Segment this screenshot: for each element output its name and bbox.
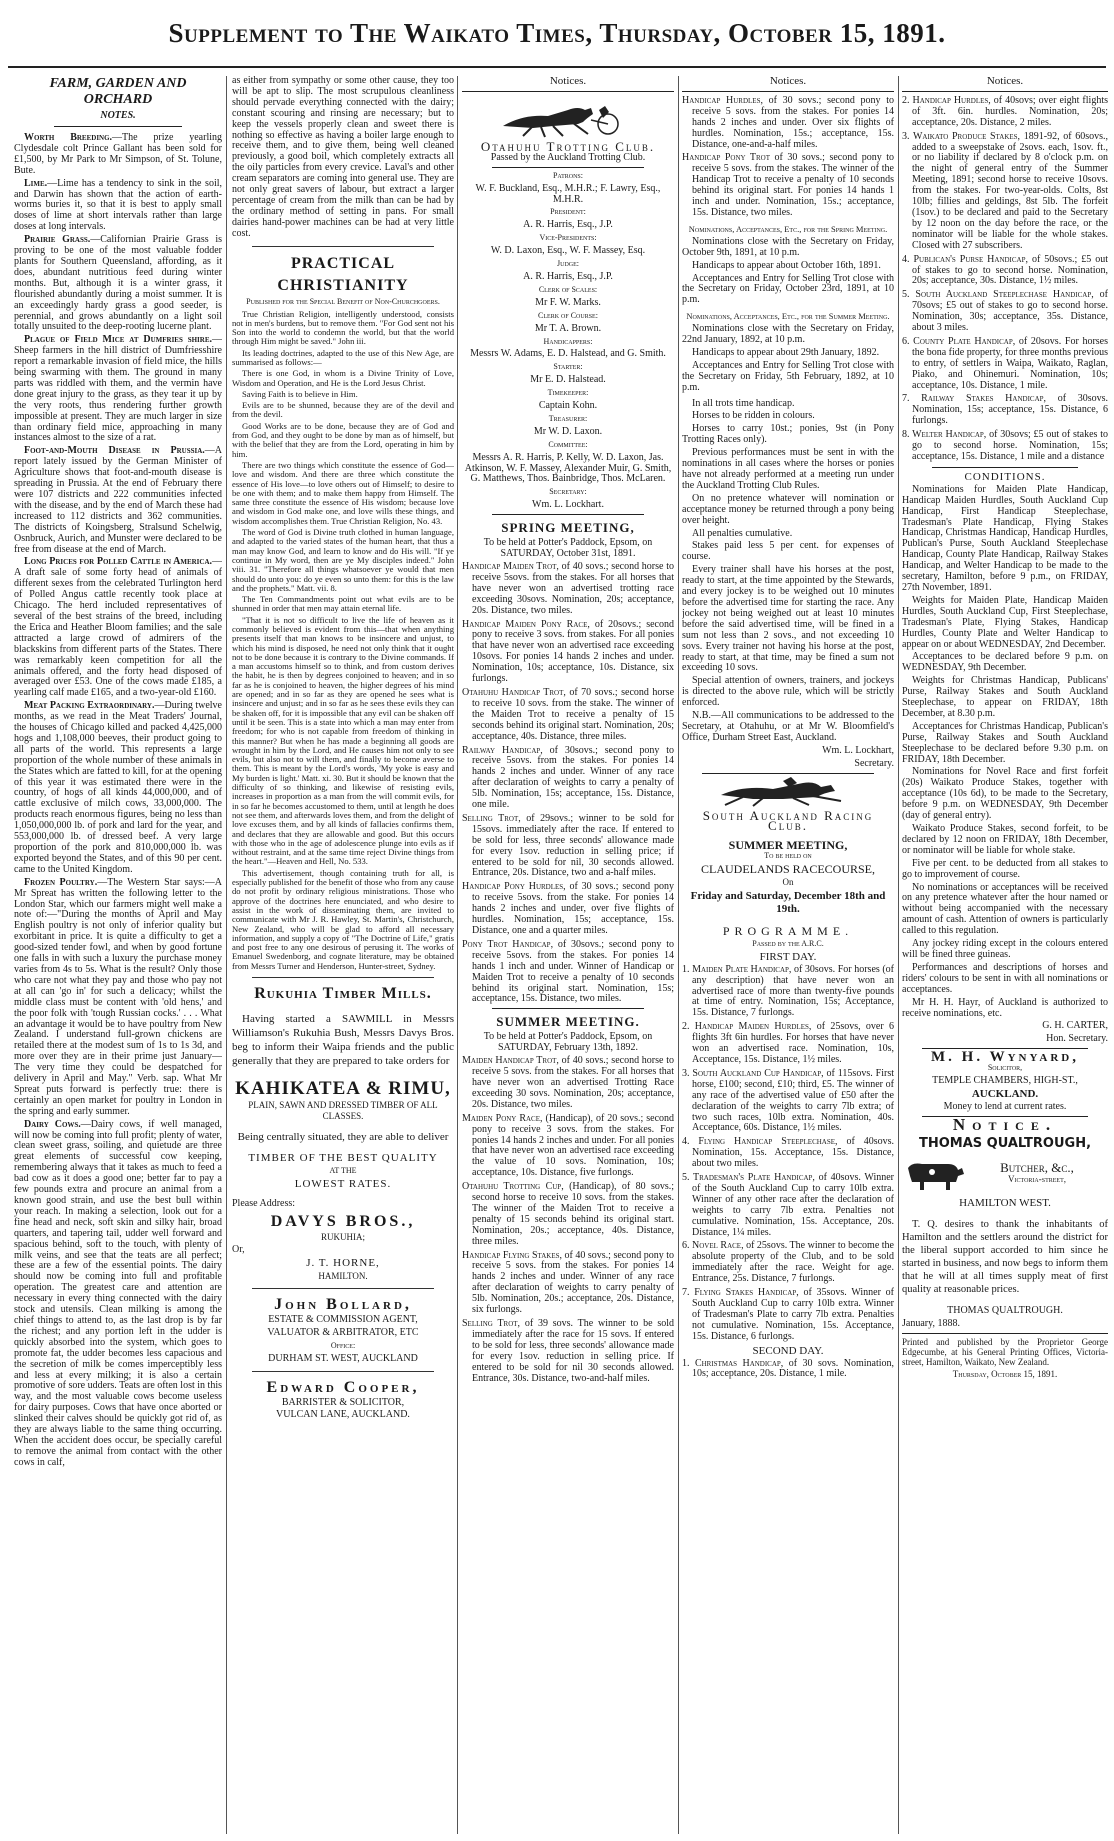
bollard-line-2: VALUATOR & ARBITRATOR, ETC: [267, 1326, 419, 1338]
race-details: of 30sovs; £5 out of stakes to go to second horse. Nomination, 15s; acceptance, 15s. Distance, 1 mile and a distance: [912, 429, 1108, 462]
official-names: Mr T. A. Brown.: [534, 322, 602, 334]
nomination-line: Nominations close with the Secretary on Friday, 22nd January, 1892, at 10 p.m.: [682, 323, 894, 346]
wynyard-role: Solicitor,: [987, 1063, 1023, 1073]
nomination-blocks: [682, 224, 894, 394]
farm-note-text: —Californian Prairie Grass is proving to be one of the most valuable fodder plants for Southern Queensland, affording, as it does, abundant nutritious feed during winter months. But, although it is a winter grass, it flourished abundantly during a moist summer. It is an exceedingly hardy grass a good seeder, is perennial, and grows abundantly on a light soil totally unsuited to the deep-rooting lucerne plant.: [14, 234, 222, 333]
farm-note-text: —A draft sale of some forty head of animals of different sexes from the celebrated Turlington herd of Polled Angus cattle recently took place at Chicago. The herd included representatives of several of the best strains of the breed, including the Erica and Heather Bloom families; and the sale attracted a large crowd of admirers of the blackskins from different parts of the States. There was remarkably keen competition for all the animals offered, and the forty head disposed of averaged over £53. One of the cows made £185, a yearling calf made £165, and a two-year-old £160.: [14, 556, 222, 699]
race-details: of 20sovs. For horses the bona fide property, for three months previous to entry, of settlers in Waipa, Waikato, Raglan, Piako, and Ohinemuri. Nomination, 10s; acceptance, 10s. Distance, 1 mile.: [912, 335, 1108, 391]
pc-paragraph: Evils are to be shunned, because they are of the devil and from the devil.: [232, 400, 454, 420]
qualtrough-city: HAMILTON WEST.: [959, 1196, 1051, 1209]
timber-classes: PLAIN, SAWN AND DRESSED TIMBER OF ALL CLASSES.: [248, 1099, 438, 1121]
butcher-block: [902, 1154, 1108, 1194]
race-details: (Handicap), of 20 sovs.; second pony to receive 3 sovs. from the stakes. For ponies 14 hands 2 inches and under. For all ponies that have never won an advertised race exceeding the value of 10 sovs. Nomination, 10s; acceptance, 10s. Distance, five furlongs.: [472, 1112, 674, 1179]
please-address: Please Address:: [232, 1198, 296, 1210]
pc-paragraph: Its leading doctrines, adapted to the use of this New Age, are summarised as follows:—: [232, 347, 454, 367]
sa-programme: PROGRAMME.: [722, 924, 854, 938]
pc-paragraph: There is one God, in whom is a Divine Trinity of Love, Wisdom and Operation, and He is the Lord Jesus Christ.: [232, 368, 454, 388]
divider: [252, 1371, 434, 1372]
race-details: of 40 sovs.; second horse to receive 5sovs. from the stakes. For all horses that have never won an advertised trotting race exceeding 30sovs. Nomination, 20s; acceptance, 20s. Distance, two miles.: [472, 561, 674, 616]
race-details: of 40sovs; over eight flights of 3ft. 6in. hurdles. Nomination, 20s; acceptance, 20s. Distance, 2 miles.: [912, 94, 1108, 128]
race-title: 1. Christmas Handicap,: [682, 1357, 784, 1369]
farm-note-lead: Long Prices for Polled Cattle in America.: [24, 556, 212, 568]
or-label: Or,: [232, 1244, 245, 1256]
farm-note-paragraph: [14, 235, 222, 333]
farm-note-paragraph: [14, 1120, 222, 1469]
nomination-line: Nominations close with the Secretary on Friday, October 9th, 1891, at 10 p.m.: [682, 235, 894, 258]
nomination-heading: Nominations, Acceptances, Etc., for the Summer Meeting.: [686, 311, 890, 322]
race-item: [902, 394, 1108, 427]
official-names: A. R. Harris, Esq., J.P.: [523, 270, 613, 282]
qualtrough-date: January, 1888.: [902, 1318, 960, 1330]
race-details: 1891-92, of 60sovs., added to a sweepstake of 2sovs. each, 1sov. ft., or no liability if declared by 8 o'clock p.m. on the night of general entry of the Summer Meeting, 1891; second horse to receive 10sovs. from the stakes. For two-year-olds. Colts, 8st 10lb; fillies and geldings, 8st 5lb. The forfeit (1sov.) to be declared and paid to the Secretary by 12 noon on the day before the race, or the nominator will be liable for the whole stakes. Closed with 27 subscribers.: [912, 130, 1108, 251]
otahuhu-continued: [682, 96, 894, 219]
race-item: [462, 940, 674, 1005]
race-item: [462, 746, 674, 811]
centrally-situated: Being centrally situated, they are able to deliver: [237, 1130, 449, 1143]
race-item: [462, 1319, 674, 1384]
farm-notes-body: [14, 133, 222, 1469]
sa-passed: Passed by the A.R.C.: [752, 938, 824, 948]
farm-note-lead: Prairie Grass.: [24, 234, 91, 246]
sa-dates: Friday and Saturday, December 18th and 19th.: [690, 890, 886, 915]
farm-note-lead: Foot-and-Mouth Disease in Prussia.: [24, 445, 205, 457]
column-divider: [226, 76, 227, 1834]
race-item: [902, 96, 1108, 129]
race-item: [462, 688, 674, 743]
nomination-line: Acceptances and Entry for Selling Trot close with the Secretary on Friday, 5th February, 1892, at 10 p.m.: [682, 359, 894, 393]
race-item: [682, 1173, 894, 1238]
bollard-line-1: ESTATE & COMMISSION AGENT,: [268, 1313, 418, 1325]
pc-paragraph: The Ten Commandments point out what evils are to be shunned in order that men may attain eternal life.: [232, 594, 454, 614]
farm-note-lead: Plague of Field Mice at Dumfries shire.: [24, 334, 212, 346]
condition-paragraph: Performances and descriptions of horses and riders' colours to be sent in with all nominations or acceptances.: [902, 961, 1108, 995]
rule-line: Special attention of owners, trainers, and jockeys is directed to the above rule, which will be strictly enforced.: [682, 675, 894, 709]
race-details: of 70 sovs.; second horse to receive 10 sovs. from the stake. The winner of the Maiden Trot to receive a penalty of 15 seconds behind its original start. Nomination, 20s; acceptance, 40s. Distance, three miles.: [472, 686, 674, 742]
race-details: of 50sovs.; £5 out of stakes to go to second horse. Nomination, 20s; acceptance, 30s. Distance, 1½ miles.: [912, 253, 1108, 287]
race-title: Otahuhu Handicap Trot,: [462, 686, 566, 698]
condition-paragraph: Five per cent. to be deducted from all stakes to go to improvement of course.: [902, 857, 1108, 880]
notice-heading: Notice.: [952, 1114, 1058, 1134]
official-role: Patrons:: [552, 170, 583, 180]
race-details: of 29sovs.; winner to be sold for 15sovs. immediately after the race. If entered to be sold for less, three seconds' allowance made for every 1sov. reduction in selling price; if entered to be sold for nil, 30 seconds allowed. Entrance, 20s. Distance, two and a-half miles.: [472, 812, 674, 879]
wynyard-address: TEMPLE CHAMBERS, HIGH-ST.,: [932, 1075, 1078, 1087]
race-details: of 30sovs. For horses (of any description) that have never won an advertised race of more than twenty-five pounds at time of entry. Nomination, 15s; Acceptance, 15s. Distance, 7 furlongs.: [692, 963, 894, 1019]
race-item: [682, 965, 894, 1020]
official-names: Mr F. W. Marks.: [535, 296, 601, 308]
race-title: 7. Railway Stakes Handicap,: [902, 393, 1047, 405]
rule-line: All penalties cumulative.: [692, 527, 793, 539]
official-role: Clerk of Course:: [538, 310, 598, 320]
racehorse-icon: [713, 777, 863, 807]
condition-paragraph: No nominations or acceptances will be received on any pretence whatever after the hour named or without being accompanied with the necessary amount of cash. Attention of owners is particularly called to this regulation.: [902, 881, 1108, 937]
sa-on: On: [782, 877, 794, 888]
spring-programme: [462, 562, 674, 1005]
rule-line: Stakes paid less 5 per cent. for expenses of course.: [682, 540, 894, 563]
condition-paragraph: Any jockey riding except in the colours entered will be fined three guineas.: [902, 938, 1108, 960]
conditions-title: CONDITIONS.: [964, 470, 1046, 483]
race-item: [902, 255, 1108, 288]
condition-paragraph: Weights for Maiden Plate, Handicap Maiden Hurdles, South Auckland Cup, First Steeplechase, Tradesman's Plate, Flying Stakes, Handicap Hurdles, County Plate and Welter Handicap to appear on or about WEDNESDAY, 2nd December.: [902, 594, 1108, 650]
lowest-rates: LOWEST RATES.: [294, 1177, 392, 1190]
condition-paragraph: Acceptances to be declared before 9 p.m. on WEDNESDAY, 9th December.: [902, 651, 1108, 674]
pc-paragraph: True Christian Religion, intelligently understood, consists not in men's burdens, but to remove them. "For God sent not his Son into the world to condemn the world, but that the world through Him might be saved." John iii.: [232, 308, 454, 347]
race-item: [682, 1359, 894, 1381]
race-details: of 40sovs. Winner of the South Auckland Cup to carry 10lb extra. Winner of any other race after the declaration of weights to carry 7lb extra. Penalties not cumulative. Nomination, 15s. Acceptance, 20s. Distance, 1¼ miles.: [692, 1172, 894, 1238]
race-item: [462, 620, 674, 685]
column-four: [682, 76, 894, 1836]
nomination-heading: Nominations, Acceptances, Etc., for the Spring Meeting.: [688, 223, 888, 234]
race-details: of 25sovs. The winner to become the absolute property of the Club, and to be sold immediately after the race. Weight for age. Entrance, 25s. Distance, 7 furlongs.: [692, 1240, 894, 1285]
qualtrough-text: T. Q. desires to thank the inhabitants of Hamilton and the settlers around the district for the liberal support accorded to him since he started in business, and now begs to inform them that he will at all times supply meat of first quality at reasonable prices.: [902, 1219, 1108, 1296]
official-role: Secretary:: [549, 487, 587, 497]
race-title: Maiden Pony Race,: [462, 1112, 543, 1124]
race-title: Pony Trot Handicap,: [462, 938, 554, 950]
nomination-line: Handicaps to appear about 29th January, 1892.: [692, 346, 880, 358]
rule-line: N.B.—All communications to be addressed to the Secretary, at Otahuhu, or at Mr W. Bloomfield's Office, Durham Street East, Auckland.: [682, 710, 894, 743]
rukuhia-intro: Having started a SAWMILL in Messrs Williamson's Rukuhia Bush, Messrs Davys Bros. beg to inform their Waipa friends and the public generally that they are prepared to take orders for: [232, 1012, 454, 1067]
column-two: [232, 76, 454, 1836]
race-title: 6. Novel Race,: [682, 1240, 744, 1252]
race-details: of 70sovs; £5 out of stakes to go to second horse. Nomination, 30s; acceptance, 35s. Distance, about 3 miles.: [912, 289, 1108, 334]
race-item: [902, 290, 1108, 334]
qualtrough-street: Victoria-street,: [1008, 1173, 1066, 1184]
official-names: Wm. L. Lockhart.: [532, 499, 604, 511]
cooper-address: VULCAN LANE, AUCKLAND.: [276, 1409, 410, 1421]
dairy-continuation: as either from sympathy or some other cause, they too will be apt to slip. The most scrupulous cleanliness should pervade everything connected with the dairy; constant scouring and rinsing are necessary; but to keep the vessels properly clean and sweet there is nothing so effective as having a boiler large enough to receive them, and to give them, being well cleaned previously, a good boil, which completely extracts all the oily particles from every crevice. Laval's and other cream separators are coming into general use. They are not only great savers of labour, but extract a larger percentage of cream from the milk than can be had by the ordinary method of setting in pans. For small dairies hand-power machines can be had at very little cost.: [232, 76, 454, 239]
condition-paragraph: Weights for Christmas Handicap, Publicans' Purse, Railway Stakes and South Auckland Steeplechase, to appear on FRIDAY, 18th December, at 8.30 p.m.: [902, 675, 1108, 719]
nomination-line: Acceptances and Entry for Selling Trot close with the Secretary on Friday, October 23rd, 1891, at 10 p.m.: [682, 272, 894, 306]
pc-paragraph: Saving Faith is to believe in Him.: [242, 388, 358, 399]
condition-paragraph: Nominations for Maiden Plate Handicap, Handicap Maiden Hurdles, South Auckland Cup Handicap, First Handicap Steeplechase, Tradesman's Plate Handicap, Flying Stakes Handicap, Christmas Handicap, Handicap Hurdles, Publican's Purse, South Auckland Steeplechase Handicap, County Plate Handicap, Railway Stakes Handicap, and Welter Handicap to be made to the secretary, Hamilton, before 9 p.m., on FRIDAY, 27th November, 1891.: [902, 483, 1108, 593]
race-title: 8. Welter Handicap,: [902, 429, 987, 441]
race-details: of 40 sovs.; second horse to receive 5 sovs. from the stakes. For all horses that have never won an advertised Trotting Race exceeding 30 sovs. Nomination, 20s; acceptance, 20s. Distance, two miles.: [472, 1055, 674, 1110]
race-item: [462, 882, 674, 937]
official-role: Starter:: [553, 362, 583, 372]
race-details: of 20sovs.; second pony to receive 3 sovs. from stakes. For all ponies that have never won an advertised race exceeding 10sovs. For ponies 14 hands 2 inches and under. Nomination, 10s; acceptance, 10s. Distance, six furlongs.: [472, 618, 674, 685]
race-item: [682, 153, 894, 218]
farm-note-text: —The prize yearling Clydesdale colt Prince Gallant has been sold for £1,500, by Mr Park to Mr Simpson, of St. Tolune, Bute.: [14, 132, 222, 176]
race-title: Handicap Pony Hurdles,: [462, 881, 566, 893]
race-details: of 30 sovs.; second pony to receive 5 sovs. from the stakes. The winner of the Handicap Trot to receive a penalty of 10 seconds behind its original start. For ponies 14 hands 1 inch and under. Nomination, 15s.; acceptance, 15s. Distance, two miles.: [692, 152, 894, 218]
race-item: [682, 96, 894, 151]
race-item: [462, 1114, 674, 1179]
race-title: Handicap Pony Trot: [682, 152, 771, 164]
race-details: of 30sovs. Nomination, 15s; acceptance, 15s. Distance, 6 furlongs.: [912, 393, 1108, 427]
farm-note-lead: Worth Breeding.: [24, 132, 113, 143]
imprint-date: Thursday, October 15, 1891.: [952, 1369, 1058, 1380]
farm-note-text: —During twelve months, as we read in the Meat Traders' Journal, the houses of Chicago killed and packed 4,425,000 hogs and 1,108,000 beeves, their product going to all parts of the world. This represents a large proportion of the whole number of these animals in the States which are fatted to kill, for at the opening of this year it was estimated there were in the country, of hogs of all kinds 44,000,000, and of cattle exclusive of milch cows, 33,000,000. The products reach enormous figures, being no less than 1,050,000,000 lb. of pork and lard for the year, and 553,000,000 lb. of dressed beef. A very large proportion of the pork and 810,000,000 lb. was exported beyond the States, and of this 90 per cent. came to the United Kingdom.: [14, 700, 222, 875]
farm-note-paragraph: [14, 446, 222, 555]
race-item: [682, 1137, 894, 1170]
race-title: 3. South Auckland Cup Handicap,: [682, 1067, 824, 1079]
race-title: Maiden Handicap Trot,: [462, 1055, 559, 1067]
sa-summer-meeting: SUMMER MEETING,: [728, 838, 848, 853]
notices-header: Notices.: [549, 76, 587, 87]
official-names: Mr W. D. Laxon.: [533, 425, 603, 437]
sa-venue: CLAUDELANDS RACECOURSE,: [700, 862, 875, 877]
condition-paragraph: Waikato Produce Stakes, second forfeit, to be declared by 12 noon on FRIDAY, 18th December, or nominator will be liable for whole stake.: [902, 823, 1108, 856]
column-three: [462, 76, 674, 1836]
column-divider: [457, 76, 458, 1834]
race-item: [462, 814, 674, 879]
race-details: of 115sovs. First horse, £100; second, £10; third, £5. The winner of any race of the advertised value of £50 after the declaration of the weights to carry 7lb extra; of two such races, 10lb extra. Nomination, 40s. Acceptance, 60s. Distance, 1½ miles.: [692, 1067, 894, 1134]
race-title: 3. Waikato Produce Stakes,: [902, 130, 1021, 142]
meeting-rules: [682, 399, 894, 744]
race-item: [682, 1241, 894, 1285]
farm-note-paragraph: [14, 557, 222, 699]
race-title: 6. County Plate Handicap,: [902, 335, 1016, 347]
pc-paragraph: The word of God is Divine truth clothed in human language, and adapted to the varied states of the human heart, that thus a man may know God, and learn to know and do His will. "If ye continue in My word, then are ye My disciples indeed." John viii. 31. "Therefore all things whatsoever ye would that men should do unto you: do ye even so unto them: for this is the law and the prophets." Matt. vii. 8.: [232, 527, 454, 593]
official-role: Committee:: [548, 439, 588, 449]
official-role: Judge:: [557, 259, 579, 269]
bollard-name: John Bollard,: [274, 1295, 412, 1313]
pc-paragraph: This advertisement, though containing truth for all, is especially published for the benefit of those who from any cause do not profit by ordinary religious ministrations. Those who approve of the doctrines here enunciated, and who desire to assist in the work of disseminating them, are invited to communicate with Mr J. R. Hawley, St. Martin's, Christchurch, New Zealand, who will be glad to afford all necessary information, and supply a copy of "The Doctrine of Life," gratis and post free to any one desirous of perusing it. The works of Emanuel Swedenborg, and cognate literature, may be obtained from Messrs Turner and Henderson, Hunter-street, Sydney.: [232, 867, 454, 971]
race-item: [462, 1251, 674, 1316]
official-names: Mr E. D. Halstead.: [530, 374, 606, 386]
practical-christianity-body: [232, 310, 454, 971]
race-item: [682, 1022, 894, 1066]
qualtrough-signature: THOMAS QUALTROUGH.: [947, 1305, 1063, 1317]
farm-note-text: —The Western Star says:—A Mr Spreat has written the following letter to the London Star, which our farmers might well make a note of:—"During the months of April and May English poultry is not only of inferior quality but exorbitant in price. It is quite a difficulty to get a good-sized tender fowl, and when by good fortune one falls in with such a luxury the purchase money varies from 4s to 5s. What is the result? Only those who care not what they pay and those who pay not at all can 'go in' for such a delicacy; whilst the middle class must be content with 'old hens,' and the poor folk with 'tough Russian cocks.' . . . What an advantage it would be to have poultry from New Zealand. I understand full-grown chickens are retailed there at the modest sum of 1s to 1s 3d, and more over they are in their prime just January—The very time they could be despatched for delivery in April and May." Verb. sap. What Mr Spreat puts forward is perfectly true: there is certainly an open market for poultry in London in the spring and early summer.: [14, 876, 222, 1117]
race-details: (Handicap), of 80 sovs.; second horse to receive 10 sovs. from the stakes. The winner of the Maiden Trot to receive a penalty of 15 seconds behind its original start. Nomination, 20s.; acceptance, 40s. Distance, three miles.: [472, 1181, 674, 1247]
race-title: Handicap Maiden Trot,: [462, 561, 559, 572]
rule-line: Previous performances must be sent in with the nominations in all cases where the horses or ponies have not already performed at a meeting run under the Auckland Trotting Club Rules.: [682, 447, 894, 491]
lockhart-role: Secretary.: [854, 757, 894, 769]
otahuhu-passed: Passed by the Auckland Trotting Club.: [490, 151, 646, 163]
rukuhia-timber-title: Rukuhia Timber Mills.: [254, 984, 432, 1002]
race-item: [682, 1069, 894, 1134]
farm-note-text: —Sheep farmers in the hill district of Dumfriesshire report a remarkable invasion of field mice, the hills being swarming with them. The ground in many parts was riddled with them, and the vermin have done great injury to the grass, as they tear it up by the very roots, thus rendering further growth impossible at present. They are much larger in size than ordinary field mice, approaching in many instances almost to the size of a rat.: [14, 334, 222, 444]
official-names: A. R. Harris, Esq., J.P.: [523, 219, 613, 231]
practical-christianity-title: PRACTICAL CHRISTIANITY: [277, 254, 409, 294]
sa-second-day-races: [682, 1359, 894, 1381]
rule-line: In all trots time handicap.: [692, 397, 795, 409]
race-details: of 25sovs, over 6 flights 3ft 6in hurdles. For horses that have never won an advertised race. Nomination, 10s, Acceptance, 15s. Distance, 1½ miles.: [692, 1021, 894, 1065]
pc-paragraph: There are two things which constitute the essence of God—love and wisdom. And there are three which constitute the essence of His love—to love others out of Himself; to desire to be one with them; and to make them happy from Himself. The same three constitute the essence of His wisdom; because love and wisdom in God make one, and love wills these things, and wisdom accomplishes them. True Christian Religion, No. 43.: [232, 459, 454, 526]
carter-role: Hon. Secretary.: [1046, 1033, 1108, 1045]
farm-note-paragraph: [14, 133, 222, 177]
bollard-address: DURHAM ST. WEST, AUCKLAND: [268, 1352, 418, 1364]
qualtrough-name: THOMAS QUALTROUGH,: [918, 1135, 1092, 1151]
official-role: President:: [550, 207, 586, 217]
farm-notes-heading: [14, 76, 222, 127]
practical-christianity-subtitle: Published for the Special Benefit of Non-Churchgoers.: [246, 296, 440, 306]
cooper-name: Edward Cooper,: [266, 1378, 420, 1396]
sa-to-be-held: To be held on: [764, 851, 812, 861]
race-item: [462, 1182, 674, 1247]
race-title: 4. Flying Handicap Steeplechase,: [682, 1136, 838, 1148]
pc-paragraph: "That it is not so difficult to live the life of heaven as it commonly believed is evident from this—that when anything presents itself that man knows to be insincere and unjust, to which his mind is disposed, he need not only think that it ought not to be done because it is contrary to the Divine commands. If a man accustoms himself so to think, and from custom derives the habit, he is then by degrees conjoined to heaven; and in so far as he is conjoined to heaven, the higher degrees of his mind are opened; and in so far as they are opened he sees what is insincere and unjust; and in so far as he sees these evils they can be shaken off, for it is impossible that any evil can be shaken off until it be seen. This is a state into which a man may enter from freedom; for who is not capable from freedom of thinking in this manner? But when he has made a beginning all goods are wrought in him by the Lord, and He causes him not only to see evils, but also not to will them, and finally to become averse to them. This is meant by the Lord's words, 'My yoke is easy and My burden is light.' Matt. xi. 30. But it should be known that the difficulty of so thinking, and likewise of resisting evils, increases in proportion as a man from the will commit evils, for in so far he becomes accustomed to them, until at length he does not see them, and afterwards loves them, and from the delight of love excuses them, and by all kinds of fallacies confirms them, and declares that they are allowable and good. But this occurs with those who in the age of adolescence plunge into evils as if without restraint, and at the same time reject Divine things from the heart."—Heaven and Hell, No. 533.: [232, 614, 454, 867]
race-item: [902, 337, 1108, 392]
condition-paragraph: Mr H. H. Hayr, of Auckland is authorized to receive nominations, etc.: [902, 996, 1108, 1019]
official-role: Treasurer:: [548, 413, 588, 423]
masthead-rule: [8, 66, 1106, 68]
race-details: of 40 sovs.; second pony to receive 5 sovs. from the stakes. For ponies 14 hands 2 inches and under. Winner of any race after declaration of weights to carry penalty of 5lb. Nomination, 20s.; acceptance, 20s. Distance, six furlongs.: [472, 1249, 674, 1316]
sa-first-day-races: [682, 965, 894, 1343]
summer-programme: [462, 1056, 674, 1384]
otahuhu-club-title: Otahuhu Trotting Club.: [480, 138, 656, 154]
race-title: Otahuhu Trotting Cup,: [462, 1181, 564, 1193]
hamilton-place: HAMILTON.: [318, 1271, 368, 1282]
conditions-body: [902, 485, 1108, 1020]
race-title: Selling Trot,: [462, 1318, 521, 1329]
race-details: of 30sovs.; second pony to receive 5sovs. from the stakes. For ponies 14 hands 2 inches and under. Winner of any race after declaration of weights to carry a penalty of 5lb. Nomination, 15s; acceptance, 15s. Distance, one mile.: [472, 744, 674, 811]
race-title: Handicap Flying Stakes,: [462, 1249, 563, 1261]
official-role: Vice-Presidents:: [539, 233, 597, 243]
rule-line: Horses to be ridden in colours.: [692, 410, 815, 422]
race-details: of 30 sovs.; second pony to receive 5 sovs. from the stakes. For ponies 14 hands 2 inches and under. Over six flights of hurdles. Nomination, 15s.; acceptance, 15s. Distance, one-and-a-half miles.: [692, 94, 894, 150]
notices-header: Notices.: [986, 76, 1024, 87]
race-title: Handicap Maiden Pony Race,: [462, 618, 590, 630]
cow-icon: [902, 1154, 966, 1194]
farm-notes-subtitle: NOTES.: [100, 110, 136, 121]
column-divider: [678, 76, 679, 1834]
divider: [252, 977, 434, 978]
rukuhia-place: RUKUHIA;: [321, 1232, 365, 1243]
imprint: Printed and published by the Proprietor George Edgecumbe, at his General Printing Offices, Victoria-street, Hamilton, Waikato, New Zealand.: [902, 1337, 1108, 1368]
kahikatea-rimu: KAHIKATEA & RIMU,: [235, 1077, 451, 1099]
qualtrough-butcher: Butcher, &c.,: [1000, 1159, 1074, 1175]
sa-racing-title: South Auckland Racing Club.: [702, 807, 874, 834]
official-names: Messrs A. R. Harris, P. Kelly, W. D. Laxon, Jas. Atkinson, W. F. Massey, Alexander Muir, G. Smith, G. Matthews, Thos. Bainbridge, Thos. McLaren.: [464, 451, 672, 485]
trotting-horse-icon: [493, 96, 643, 138]
rule-line: On no pretence whatever will nomination or acceptance money be returned through a pony being over height.: [682, 492, 894, 526]
column-five: [902, 76, 1108, 1836]
spring-meeting-title: SPRING MEETING,: [501, 520, 635, 536]
race-details: of 39 sovs. The winner to be sold immediately after the race for 15 sovs. If entered to be sold for less, three seconds' allowance made for every 1sov. reduction in selling price. If entered to be sold for nil 30 seconds allowed. Entrance, 30s. Distance, two-and-half miles.: [472, 1318, 674, 1384]
bollard-office: Office:: [330, 1340, 356, 1350]
divider: [252, 1288, 434, 1289]
lockhart-signature: Wm. L. Lockhart,: [822, 744, 894, 756]
nomination-line: Handicaps to appear about October 16th, 1891.: [692, 259, 881, 271]
official-names: Captain Kohn.: [538, 400, 598, 412]
condition-paragraph: Acceptances for Christmas Handicap, Publican's Purse, Railway Stakes and South Auckland Steeplechase to be declared before 9.30 p.m. on FRIDAY, 18th December.: [902, 720, 1108, 765]
farm-note-text: —A report lately issued by the German Minister of Agriculture shows that foot-and-mouth disease is spreading in Prussia. At the end of February there were 107 districts and 222 communities infected with the disease, and by the end of March these had increased to 112 districts and 362 communities. The districts of Koingsberg, Stralsund Schelwig, Osnbruck, Aurich, and Munster were declared to be free from disease at the end of March.: [14, 445, 222, 555]
official-role: Clerk of Scales:: [538, 284, 598, 294]
farm-notes-title: FARM, GARDEN AND ORCHARD: [49, 76, 187, 107]
race-details: of 30 sovs. Nomination, 10s; acceptance, 20s. Distance, 1 mile.: [692, 1357, 894, 1380]
race-details: of 30 sovs.; second pony to receive 5sovs. from the stake. For ponies 14 hands 2 inches and under, over five flights of hurdles. Nomination, 15s; acceptance, 15s. Distance, one and a quarter miles.: [472, 881, 674, 936]
race-title: 4. Publican's Purse Handicap,: [902, 253, 1029, 265]
race-title: 7. Flying Stakes Handicap,: [682, 1287, 799, 1299]
horne-name: J. T. HORNE,: [306, 1257, 380, 1270]
race-details: of 30sovs.; second pony to receive 5sovs. from the stakes. For ponies 14 hands 1 inch and under. Winner of Handicap or Maiden Trot to receive a penalty of 10 seconds behind its original start. Nomination, 15s; acceptance, 15s. Distance, two miles.: [472, 938, 674, 1005]
farm-note-lead: Frozen Poultry.: [24, 876, 98, 888]
notices-header: Notices.: [769, 76, 807, 87]
carter-signature: G. H. CARTER,: [1042, 1020, 1108, 1032]
farm-note-lead: Dairy Cows.: [24, 1118, 81, 1130]
summer-meeting-details: To be held at Potter's Paddock, Epsom, on SATURDAY, February 13th, 1892.: [483, 1031, 653, 1054]
race-item: [902, 132, 1108, 252]
official-names: W. D. Laxon, Esq., W. F. Massey, Esq.: [490, 245, 646, 257]
wynyard-name: M. H. Wynyard,: [931, 1049, 1079, 1066]
race-item: [902, 430, 1108, 463]
sa-second-day-races-cont: [902, 96, 1108, 463]
spring-meeting-details: To be held at Potter's Paddock, Epsom, on SATURDAY, October 31st, 1891.: [483, 537, 653, 560]
race-item: [682, 1288, 894, 1343]
sa-second-day: SECOND DAY.: [752, 1344, 824, 1357]
timber-best-quality: TIMBER OF THE BEST QUALITY: [248, 1151, 438, 1164]
race-title: 5. South Auckland Steeplechase Handicap,: [902, 289, 1094, 301]
farm-note-paragraph: [14, 701, 222, 876]
farm-note-paragraph: [14, 878, 222, 1118]
divider: [252, 246, 434, 247]
farm-note-paragraph: [14, 179, 222, 234]
wynyard-money: Money to lend at current rates.: [943, 1100, 1067, 1112]
race-item: [462, 562, 674, 617]
pc-paragraph: Good Works are to be done, because they are of God and from God, and they ought to be done by man as of himself, but with the belief that they are from the Lord, operating in him by him.: [232, 420, 454, 459]
official-role: Timekeeper:: [547, 388, 589, 398]
official-names: Messrs W. Adams, E. D. Halstead, and G. Smith.: [470, 348, 666, 360]
rule-line: Every trainer shall have his horses at the post, ready to start, at the time appointed by the Stewards, and every jockey is to be weighed out 10 minutes before the advertised time for starting the race. Any jockey not being weighed out at least 10 minutes before the said advertised time, will be fined in a sum not less than 2 sovs., and not exceeding 10 sovs. Every trainer not having his horse at the post, ready to start, at that time, may be fined a sum not exceeding 10 sovs.: [682, 564, 894, 674]
club-officials: [462, 171, 674, 511]
farm-note-text: —Lime has a tendency to sink in the soil, and Darwin has shown that the action of earth-worms buries it, so that it is best to apply small doses of lime at short intervals rather than large doses at long intervals.: [14, 177, 222, 233]
column-divider: [898, 76, 899, 1834]
cooper-line-1: BARRISTER & SOLICITOR,: [281, 1396, 405, 1408]
race-details: of 40sovs. Nomination, 15s. Acceptance, 15s. Distance, about two miles.: [692, 1136, 894, 1170]
wynyard-city: AUCKLAND.: [971, 1087, 1039, 1100]
race-title: 2. Handicap Hurdles,: [902, 94, 991, 106]
masthead: Supplement to The Waikato Times, Thursday, October 15, 1891.: [168, 18, 946, 48]
farm-note-text: —Dairy cows, if well managed, will now be coming into full profit; plenty of water, clean sweet grass, soiling, and quietude are three great elements of successful cow keeping, remembering always that it takes as much to feed a bad cow as it does a good one; better far to pay a few pounds extra and procure an animal from a known good strain, and use the best bull within your reach. In making a selection, look out for a fine head and neck, soft skin and silky hair, broad quarters, and tapering tail, udder well forward and spacious behind, soft to the touch, with plenty of milk veins, and see that the teats are all perfect; these are a few of the essential points. The dairy should now be coming into full and profitable operation. The greatest care and attention are necessary in every thing connected with the dairy stock and utensils. Clean milking is among the chief things to attend to, as the last drop is by far the richest; and any portion left in the udder is quickly absorbed into the system, which goes to promote fat, the udder becomes less capacious and the secretion of milk be comes imperceptibly less and less at every milking; it is also a certain promotive of sore udders. Teats are often lost in this way, and the most valuable cows become useless for dairy purposes. Cows that have once aborted or slinked their calves should be quickly got rid of, as they are always liable to the same thing occurring. When the accident does occur, be specially careful to remove the animal from contact with the other cows in calf,: [14, 1118, 222, 1468]
race-item: [462, 1056, 674, 1111]
race-title: Selling Trot,: [462, 812, 521, 824]
summer-meeting-title: SUMMER MEETING.: [496, 1014, 640, 1030]
race-title: 2. Handicap Maiden Hurdles,: [682, 1021, 812, 1033]
race-title: 5. Tradesman's Plate Handicap,: [682, 1172, 815, 1184]
race-details: of 35sovs. Winner of South Auckland Cup to carry 10lb extra. Winner of Tradesman's Plate to carry 7lb extra. Penalties not cumulative. Nomination, 15s. Acceptance, 15s. Distance, 6 furlongs.: [692, 1287, 894, 1342]
rule-line: Horses to carry 10st.; ponies, 9st (in Pony Trotting Races only).: [682, 423, 894, 446]
sa-first-day: FIRST DAY.: [759, 950, 817, 963]
race-title: 1. Maiden Plate Handicap,: [682, 963, 792, 975]
race-title: Railway Handicap,: [462, 744, 543, 756]
condition-paragraph: Nominations for Novel Race and first forfeit (20s) Waikato Produce Stakes, together with acceptance (10s 6d), to be made to the Secretary, before 9 p.m. on WEDNESDAY, 9th December (day of general entry).: [902, 766, 1108, 822]
farm-note-paragraph: [14, 335, 222, 444]
at-the: AT THE: [329, 1165, 357, 1175]
davys-bros: DAVYS BROS.,: [270, 1213, 416, 1231]
farm-note-lead: Meat Packing Extraordinary.: [24, 700, 155, 712]
race-title: Handicap Hurdles,: [682, 94, 763, 106]
official-role: Handicappers:: [543, 336, 593, 346]
farm-note-lead: Lime.: [24, 177, 48, 189]
official-names: W. F. Buckland, Esq., M.H.R.; F. Lawry, Esq., M.H.R.: [475, 182, 661, 205]
column-farm-notes: [14, 76, 222, 1836]
